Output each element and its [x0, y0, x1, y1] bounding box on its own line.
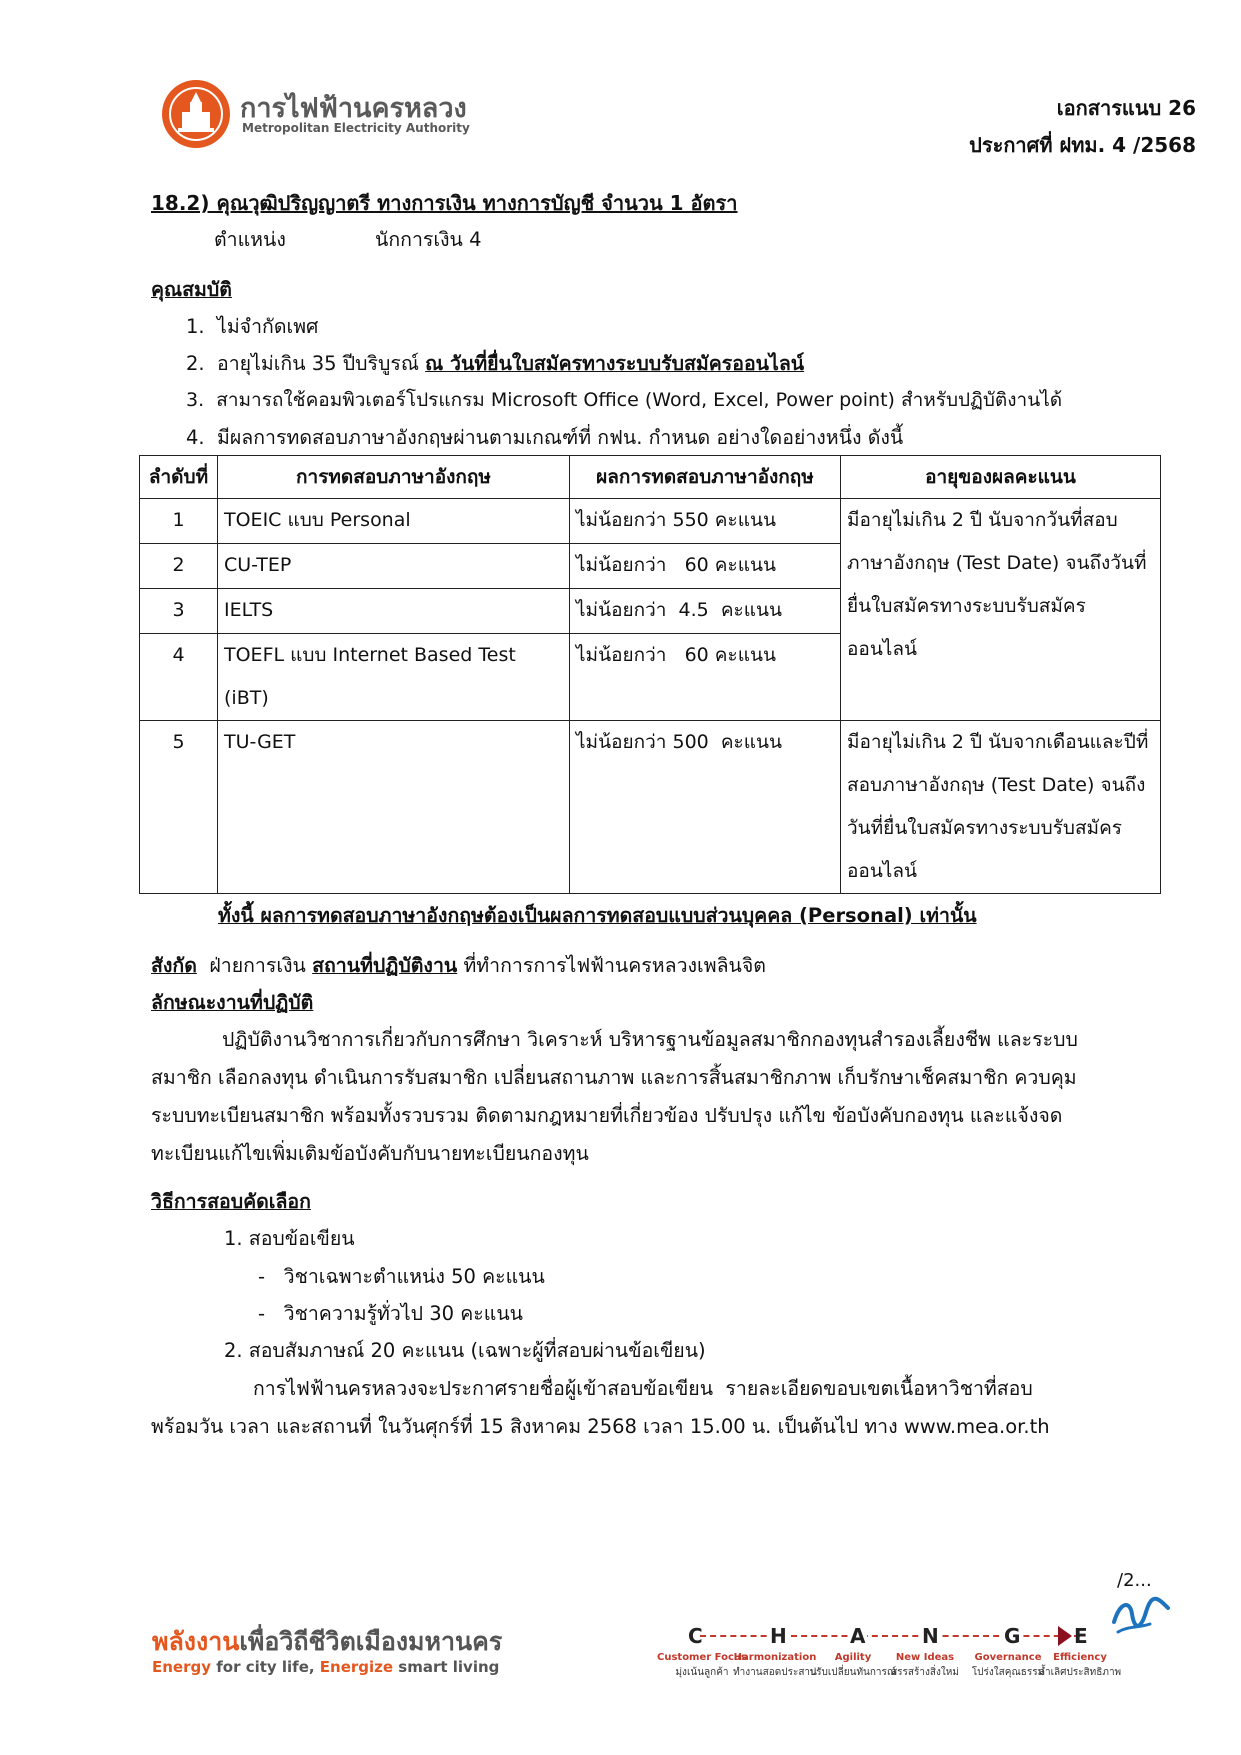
- sub-item: - วิชาเฉพาะตำแหน่ง 50 คะแนน: [258, 1265, 545, 1288]
- change-label: Governance: [974, 1652, 1042, 1663]
- change-sub: ล้ำเลิศประสิทธิภาพ: [1038, 1667, 1122, 1678]
- change-label: Agility: [834, 1652, 872, 1663]
- sub-item: - วิชาความรู้ทั่วไป 30 คะแนน: [258, 1302, 523, 1325]
- validity-cell: มีอายุไม่เกิน 2 ปี นับจากวันที่สอบภาษาอังกฤษ (Test Date) จนถึงวันที่ยื่นใบสมัครทางระบบรับสมัครออนไลน์: [841, 499, 1161, 721]
- position-value: นักการเงิน 4: [375, 228, 482, 251]
- table-cell: TOEIC แบบ Personal: [218, 499, 570, 544]
- table-cell: ไม่น้อยกว่า 60 คะแนน: [570, 544, 841, 589]
- qualification-item: 4. มีผลการทดสอบภาษาอังกฤษผ่านตามเกณฑ์ที่ กฟน. กำหนด อย่างใดอย่างหนึ่ง ดังนี้: [186, 426, 904, 449]
- table-row: [140, 721, 1161, 894]
- interview-exam: 2. สอบสัมภาษณ์ 20 คะแนน (เฉพาะผู้ที่สอบผ่านข้อเขียน): [224, 1339, 706, 1362]
- table-cell: 2: [140, 544, 218, 589]
- change-letter: H: [770, 1624, 787, 1648]
- job-description-line: ระบบทะเบียนสมาชิก พร้อมทั้งรวบรวม ติดตามกฎหมายที่เกี่ยวข้อง ปรับปรุง แก้ไข ข้อบังคับกองทุน และแจ้งจด: [151, 1104, 1063, 1127]
- qualification-item: 3. สามารถใช้คอมพิวเตอร์โปรแกรม Microsoft Office (Word, Excel, Power point) สำหรับปฏิบัติงานได้: [186, 389, 1063, 411]
- change-sub: สรรสร้างสิ่งใหม่: [891, 1667, 959, 1678]
- selection-heading: วิธีการสอบคัดเลือก: [151, 1190, 311, 1213]
- position-heading: 18.2) คุณวุฒิปริญญาตรี ทางการเงิน ทางการบัญชี จำนวน 1 อัตรา: [151, 191, 738, 215]
- mea-logo-icon: [160, 78, 232, 150]
- table-cell: CU-TEP: [218, 544, 570, 589]
- table-header: การทดสอบภาษาอังกฤษ: [218, 456, 570, 499]
- table-cell: 4: [140, 634, 218, 721]
- change-letter: N: [922, 1624, 939, 1648]
- announce-line: การไฟฟ้านครหลวงจะประกาศรายชื่อผู้เข้าสอบข้อเขียน รายละเอียดขอบเขตเนื้อหาวิชาที่สอบ: [253, 1377, 1033, 1400]
- table-cell: 1: [140, 499, 218, 544]
- table-cell: ไม่น้อยกว่า 500 คะแนน: [570, 721, 841, 894]
- org-name-th: การไฟฟ้านครหลวง: [240, 93, 467, 124]
- table-row: [140, 499, 1161, 544]
- change-label: New Ideas: [895, 1652, 955, 1663]
- english-test-table: [139, 455, 1161, 894]
- change-label: Customer Focus: [657, 1652, 747, 1663]
- qualifications-heading: คุณสมบัติ: [151, 278, 232, 301]
- job-description-line: ปฏิบัติงานวิชาการเกี่ยวกับการศึกษา วิเคราะห์ บริหารฐานข้อมูลสมาชิกกองทุนสำรองเลี้ยงชีพ และระบบ: [222, 1028, 1078, 1051]
- table-cell: 3: [140, 589, 218, 634]
- change-letter: E: [1074, 1624, 1088, 1648]
- table-cell: ไม่น้อยกว่า 4.5 คะแนน: [570, 589, 841, 634]
- qualification-item: 2. อายุไม่เกิน 35 ปีบริบูรณ์ ณ วันที่ยื่นใบสมัครทางระบบรับสมัครออนไลน์: [186, 352, 805, 375]
- qualification-emphasis: ณ วันที่ยื่นใบสมัครทางระบบรับสมัครออนไลน์: [425, 352, 805, 375]
- change-letter: C: [688, 1624, 703, 1648]
- table-header: ผลการทดสอบภาษาอังกฤษ: [570, 456, 841, 499]
- dash-connector: [700, 1635, 1080, 1637]
- validity-cell: มีอายุไม่เกิน 2 ปี นับจากเดือนและปีที่สอบภาษาอังกฤษ (Test Date) จนถึงวันที่ยื่นใบสมัครทางระบบรับสมัครออนไลน์: [841, 721, 1161, 894]
- change-values-strip: [657, 1624, 1135, 1710]
- document-number: เอกสารแนบ 26: [1056, 96, 1196, 120]
- table-header: ลำดับที่: [140, 456, 218, 499]
- org-name-en: Metropolitan Electricity Authority: [242, 121, 470, 135]
- table-cell: ไม่น้อยกว่า 550 คะแนน: [570, 499, 841, 544]
- change-sub: ปรับเปลี่ยนทันการณ์: [809, 1667, 897, 1678]
- page-continuation: /2...: [1117, 1570, 1152, 1591]
- table-cell: TOEFL แบบ Internet Based Test (iBT): [218, 634, 570, 721]
- announcement-number: ประกาศที่ ฝทม. 4 /2568: [969, 133, 1196, 157]
- table-cell: ไม่น้อยกว่า 60 คะแนน: [570, 634, 841, 721]
- table-cell: 5: [140, 721, 218, 894]
- change-label: Efficiency: [1053, 1652, 1107, 1663]
- qualification-item: 1. ไม่จำกัดเพศ: [186, 315, 319, 338]
- written-exam: 1. สอบข้อเขียน: [224, 1227, 355, 1250]
- announce-line: พร้อมวัน เวลา และสถานที่ ในวันศุกร์ที่ 15 สิงหาคม 2568 เวลา 15.00 น. เป็นต้นไป ทาง www.mea.or.th: [151, 1415, 1050, 1438]
- job-description-line: สมาชิก เลือกลงทุน ดำเนินการรับสมาชิก เปลี่ยนสถานภาพ และการสิ้นสมาชิกภาพ เก็บรักษาเช็คสมาชิก ควบคุม: [151, 1066, 1077, 1089]
- table-cell: IELTS: [218, 589, 570, 634]
- table-header: อายุของผลคะแนน: [841, 456, 1161, 499]
- affiliation-line: สังกัด ฝ่ายการเงิน สถานที่ปฏิบัติงาน ที่ทำการการไฟฟ้านครหลวงเพลินจิต: [151, 954, 766, 977]
- change-sub: มุ่งเน้นลูกค้า: [675, 1667, 729, 1678]
- position-label: ตำแหน่ง: [214, 228, 286, 251]
- slogan-en: Energy for city life, Energize smart living: [152, 1658, 500, 1676]
- change-letter: G: [1004, 1624, 1021, 1648]
- table-note: ทั้งนี้ ผลการทดสอบภาษาอังกฤษต้องเป็นผลการทดสอบแบบส่วนบุคคล (Personal) เท่านั้น: [218, 904, 977, 927]
- slogan-th: พลังงานเพื่อวิถีชีวิตเมืองมหานคร: [152, 1627, 503, 1656]
- job-description-heading: ลักษณะงานที่ปฏิบัติ: [151, 991, 314, 1014]
- arrow-icon: [1058, 1626, 1072, 1646]
- change-letter: A: [850, 1624, 866, 1648]
- change-label: Harmonization: [733, 1652, 817, 1663]
- table-cell: TU-GET: [218, 721, 570, 894]
- change-sub: ทำงานสอดประสาน: [733, 1667, 817, 1678]
- job-description-line: ทะเบียนแก้ไขเพิ่มเติมข้อบังคับกับนายทะเบียนกองทุน: [151, 1142, 589, 1165]
- change-sub: โปร่งใสคุณธรรม: [971, 1667, 1045, 1678]
